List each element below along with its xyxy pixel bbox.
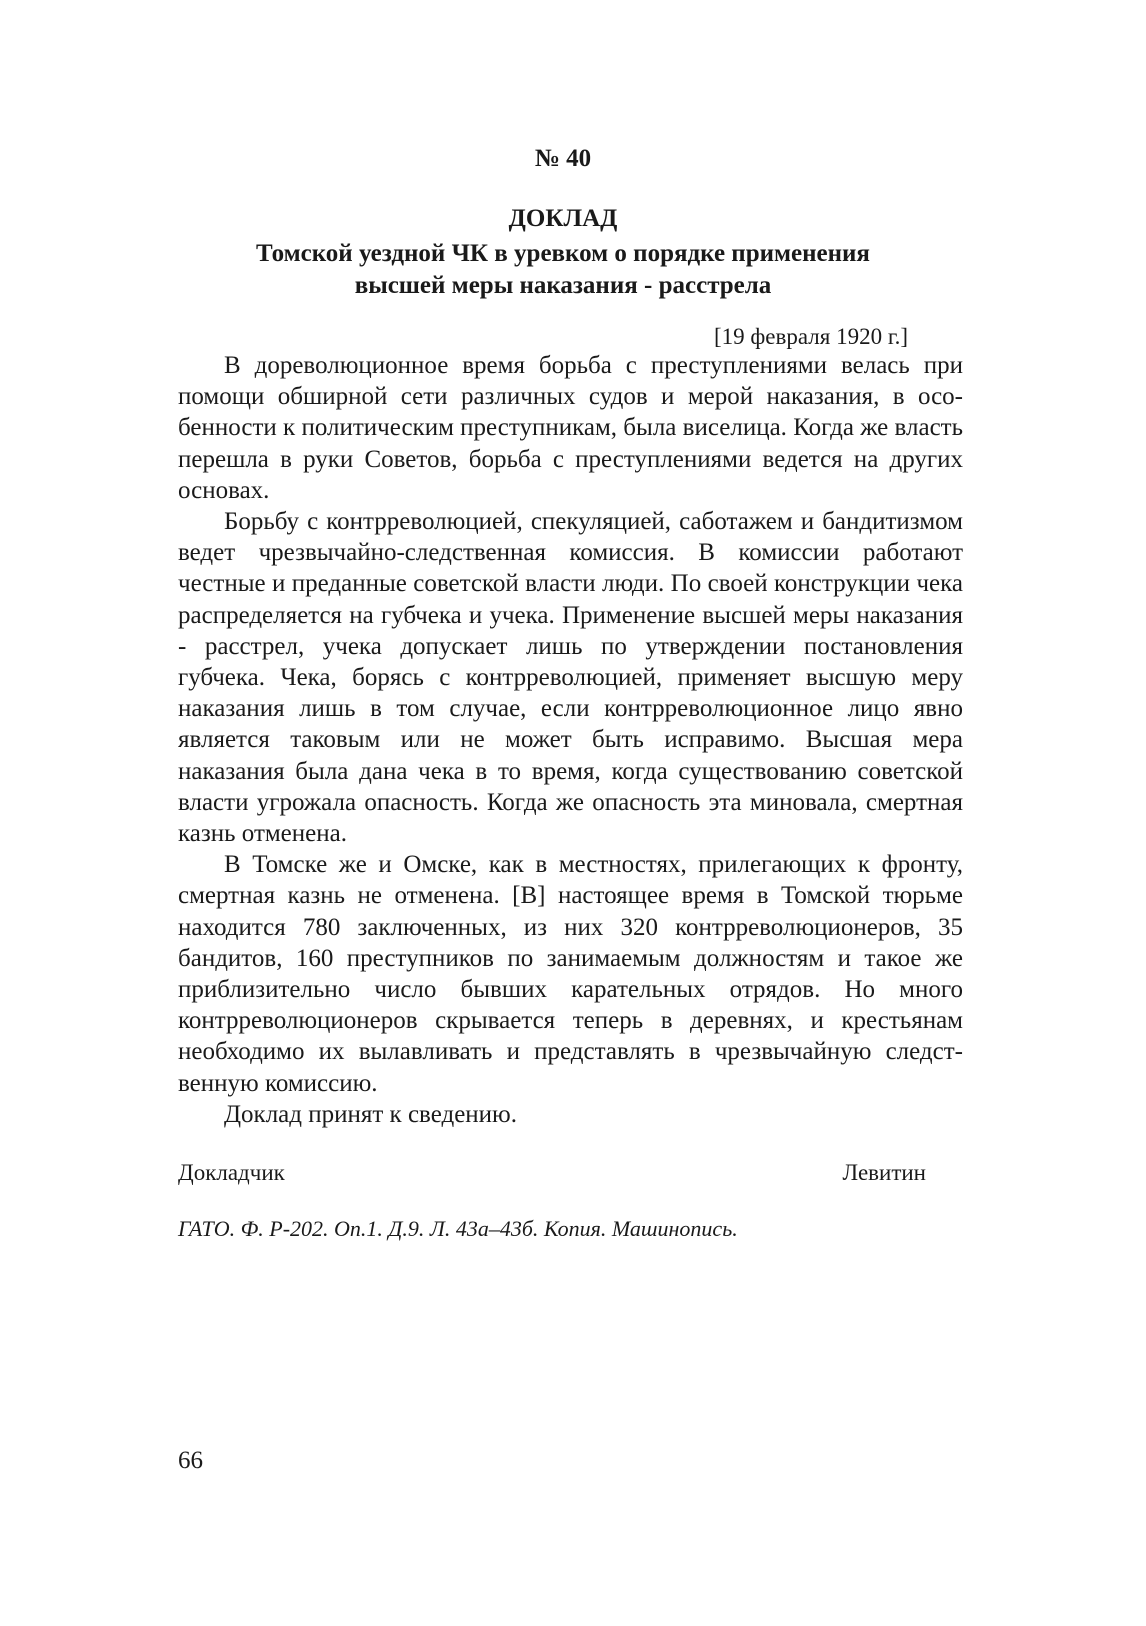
document-number: № 40 <box>534 145 592 172</box>
page-number: 66 <box>178 1447 203 1474</box>
document-type-heading: ДОКЛАД <box>508 205 618 232</box>
document-date: [19 февраля 1920 г.] <box>714 324 909 349</box>
body-paragraph: Доклад принят к сведению. <box>224 1100 517 1128</box>
document-title-line: Томской уездной ЧК в уревком о порядке применения <box>256 240 870 267</box>
body-paragraph: В дореволюционное время борьба с преступлениями велась при помощи обширной сети различных судов и мерой наказания, в особенности к политическим преступникам, была виселица. Когда же власть перешла в руки Советов, борьба с преступлениями ведется на других основах. <box>178 352 963 504</box>
signature-block <box>178 1160 926 1186</box>
document-title <box>0 238 1136 302</box>
document-body <box>178 350 963 1130</box>
archive-source-note: ГАТО. Ф. Р-202. Оп.1. Д.9. Л. 43а–43б. Копия. Машинопись. <box>178 1216 738 1241</box>
signature-role: Докладчик <box>178 1160 285 1185</box>
signature-name: Левитин <box>842 1160 926 1185</box>
body-paragraph: Борьбу с контрреволюцией, спекуляцией, саботажем и бандитизмом ведет чрезвычайно-следственная комиссия. В комиссии работают честные и преданные советской власти люди. По своей конструкции чека распределяется на губчека и учека. Применение высшей меры наказания - расстрел, учека допускает лишь по утверждении постановления губчека. Чека, борясь с контрреволюцией, применяет высшую меру наказания лишь в том случае, если контрреволюционное лицо явно является таковым или не может быть исправимо. Высшая мера наказания была дана чека в то время, когда существованию советской власти угрожала опасность. Когда же опасность эта миновала, смертная казнь отменена. <box>178 508 963 848</box>
document-title-line: высшей меры наказания - расстрела <box>354 272 772 299</box>
body-paragraph: В Томске же и Омске, как в местностях, прилегающих к фронту, смертная казнь не отменена. [В] настоящее время в Томской тюрьме находится 780 заключенных, из них 320 контрреволюционеров, 35 бандитов, 160 преступников по занимаемым должностям и такое же приблизительно число бывших карательных отрядов. Но много контрреволюционеров скрывается теперь в деревнях, и крестьянам необходимо их вылавливать и представлять в чрезвычайную следственную комиссию. <box>178 851 963 1097</box>
